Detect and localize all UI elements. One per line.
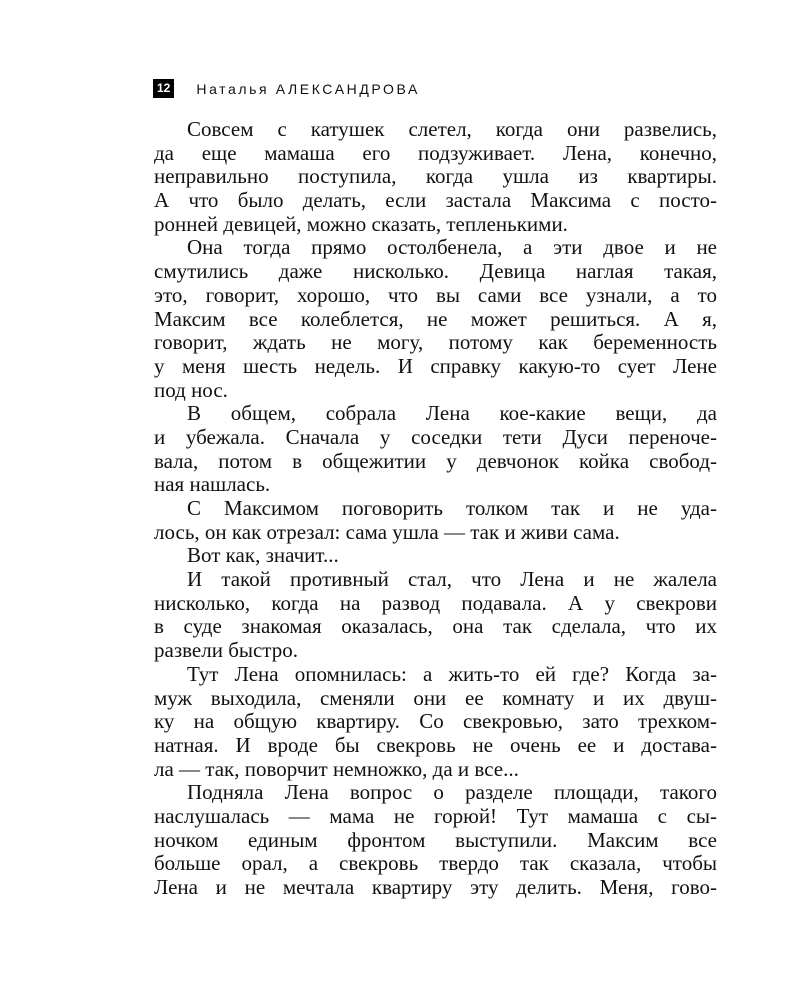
- text-line: лось, он как отрезал: сама ушла — так и живи сама.: [154, 519, 620, 544]
- text-line: больше орал, а свекровь твердо так сказала, чтобы: [154, 851, 717, 876]
- body-text: [154, 118, 717, 900]
- text-line: вала, потом в общежитии у девчонок койка свобод-: [154, 448, 717, 473]
- text-line: С Максимом поговорить толком так и не уда-: [187, 496, 717, 520]
- text-line: Тут Лена опомнилась: а жить-то ей где? Когда за-: [187, 661, 717, 686]
- text-line: В общем, собрала Лена кое-какие вещи, да: [187, 401, 717, 426]
- text-line: натная. И вроде бы свекровь не очень ее и достава-: [154, 732, 717, 757]
- text-line: развели быстро.: [154, 638, 298, 663]
- text-line: неправильно поступила, когда ушла из квартиры.: [154, 164, 717, 189]
- text-line: И такой противный стал, что Лена и не жалела: [187, 567, 717, 592]
- text-line: ночком единым фронтом выступили. Максим все: [154, 827, 717, 852]
- text-line: ная нашлась.: [154, 472, 271, 497]
- text-line: Она тогда прямо остолбенела, а эти двое и не: [187, 235, 717, 260]
- text-line: муж выходила, сменяли они ее комнату и их двуш-: [154, 685, 717, 710]
- text-line: у меня шесть недель. И справку какую-то сует Лене: [154, 353, 717, 378]
- text-line: наслушалась — мама не горюй! Тут мамаша с сы-: [154, 803, 717, 828]
- text-line: в суде знакомая оказалась, она так сделала, что их: [154, 614, 717, 639]
- text-line: Подняла Лена вопрос о разделе площади, такого: [187, 780, 717, 805]
- text-line: это, говорит, хорошо, что вы сами все узнали, а то: [154, 282, 717, 307]
- text-line: ла — так, поворчит немножко, да и все...: [154, 756, 519, 781]
- text-line: ку на общую квартиру. Со свекровью, зато трехком-: [154, 709, 717, 734]
- running-head: Наталья АЛЕКСАНДРОВА: [196, 80, 420, 97]
- text-line: Лена и не мечтала квартиру эту делить. Меня, гово-: [154, 875, 717, 899]
- text-line: под нос.: [154, 377, 228, 402]
- text-line: нисколько, когда на развод подавала. А у свекрови: [154, 590, 717, 615]
- text-line: Вот как, значит...: [187, 543, 339, 568]
- text-line: А что было делать, если застала Максима с посто-: [154, 188, 717, 213]
- page-header: [153, 79, 420, 98]
- text-line: говорит, ждать не могу, потому как беременность: [154, 330, 717, 355]
- text-line: смутились даже нисколько. Девица наглая такая,: [154, 259, 717, 284]
- text-line: да еще мамаша его подзуживает. Лена, конечно,: [154, 140, 717, 165]
- text-line: ронней девицей, можно сказать, тепленькими.: [154, 211, 568, 236]
- text-line: Совсем с катушек слетел, когда они развелись,: [187, 117, 717, 141]
- text-line: и убежала. Сначала у соседки тети Дуси переноче-: [154, 424, 717, 449]
- text-line: Максим все колеблется, не может решиться. А я,: [154, 306, 717, 331]
- page-number: 12: [153, 79, 174, 98]
